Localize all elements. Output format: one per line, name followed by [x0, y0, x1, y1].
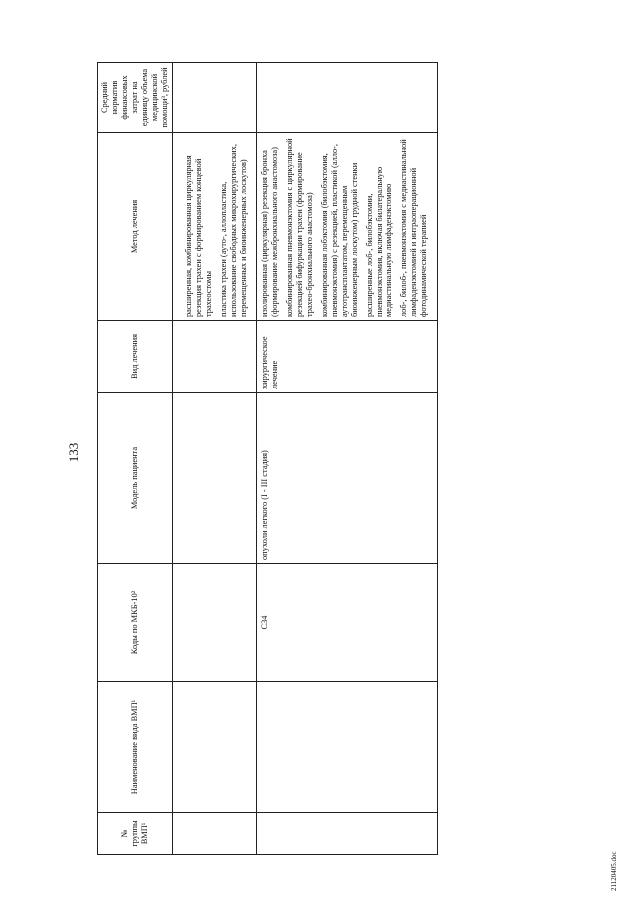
cell-treatment-methods [181, 133, 257, 321]
cell-treatment-methods [257, 133, 438, 321]
header-group-number: № группы ВМП¹ [98, 813, 173, 855]
header-icd-codes: Коды по МКБ-10² [98, 564, 173, 682]
document-reference: 21120405.doc [610, 851, 618, 891]
header-treatment-method: Метод лечения [98, 133, 173, 321]
method-item: лоб-, билоб-, пневмонэктомия с медиастинальной лимфаденэктомией и интраоперационной фотодинамической терапией [399, 139, 429, 317]
spacer-row [173, 63, 182, 855]
cell-patient-model: опухоли легкого (I - III стадия) [257, 393, 438, 564]
cell-vmp-name [257, 682, 438, 813]
table-row [257, 63, 438, 855]
header-vmp-name: Наименование вида ВМП¹ [98, 682, 173, 813]
method-item: расширенная, комбинированная циркулярная резекция трахеи с формированием концевой трахеостомы [184, 155, 213, 317]
header-cost-norm: Средний норматив финансовых затрат на единицу объема медицинской помощи³, рублей [98, 63, 173, 133]
vmp-table [97, 62, 438, 855]
header-row [98, 63, 173, 855]
method-item: комбинированная лобэктомия (билобэктомия, пневмонэктомия) с резекцией, пластикой (алло-, аутотрансплантатом, перемещенным биоинженерным лоскутом) грудной стенки [319, 143, 359, 317]
method-item: комбинированная пневмонэктомия с циркулярной резекцией бифуркации трахеи (формирование трахео-бронхиального анастомоза) [285, 138, 315, 317]
cell-vmp-name [181, 682, 257, 813]
cell-treatment-type: хирургическое лечение [257, 321, 438, 393]
cell-treatment-type [181, 321, 257, 393]
page-number: 133 [66, 442, 81, 463]
method-item: изолированная (циркулярная) резекция бронха (формирование межбронхиального анастомоза) [260, 147, 280, 317]
table-row [181, 63, 257, 855]
cell-patient-model [181, 393, 257, 564]
cell-icd-code: C34 [257, 564, 438, 682]
method-item: расширенные лоб-, билобэктомии, пневмонэктомия, включая билатеральную медиастинальную лимфаденэктомию [364, 166, 394, 317]
cell-cost [257, 63, 438, 133]
cell-group [257, 813, 438, 855]
cell-cost [181, 63, 257, 133]
header-patient-model: Модель пациента [98, 393, 173, 564]
cell-icd-code [181, 564, 257, 682]
method-item: пластика трахеи (ауто-, аллопластика, использование свободных микрохирургических, перемещенных и биоинженерных лоскутов) [218, 144, 248, 317]
cell-group [181, 813, 257, 855]
header-treatment-type: Вид лечения [98, 321, 173, 393]
